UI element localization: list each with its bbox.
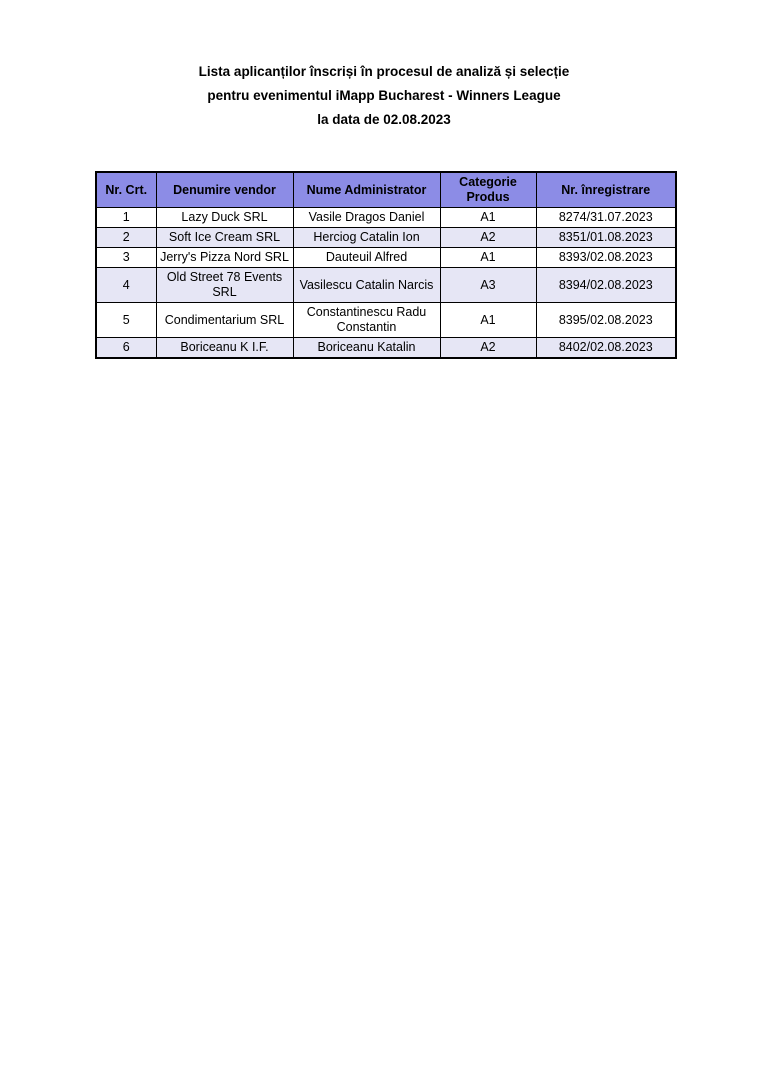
cell-administrator: Dauteuil Alfred xyxy=(293,248,440,268)
cell-inregistrare: 8402/02.08.2023 xyxy=(536,338,676,359)
cell-vendor: Soft Ice Cream SRL xyxy=(156,228,293,248)
cell-vendor: Condimentarium SRL xyxy=(156,303,293,338)
table-row xyxy=(96,248,676,268)
table-row xyxy=(96,268,676,303)
cell-vendor: Old Street 78 Events SRL xyxy=(156,268,293,303)
cell-categorie: A1 xyxy=(440,248,536,268)
cell-nr-crt: 6 xyxy=(96,338,156,359)
applicants-table xyxy=(95,171,677,359)
cell-nr-crt: 4 xyxy=(96,268,156,303)
cell-vendor: Lazy Duck SRL xyxy=(156,208,293,228)
table-row xyxy=(96,303,676,338)
cell-vendor: Jerry's Pizza Nord SRL xyxy=(156,248,293,268)
cell-categorie: A1 xyxy=(440,208,536,228)
column-header-vendor: Denumire vendor xyxy=(156,172,293,208)
column-header-nr-crt: Nr. Crt. xyxy=(96,172,156,208)
cell-inregistrare: 8395/02.08.2023 xyxy=(536,303,676,338)
table-row xyxy=(96,208,676,228)
cell-inregistrare: 8351/01.08.2023 xyxy=(536,228,676,248)
cell-inregistrare: 8393/02.08.2023 xyxy=(536,248,676,268)
title-line-3: la data de 02.08.2023 xyxy=(317,112,451,127)
table-row xyxy=(96,338,676,359)
cell-administrator: Herciog Catalin Ion xyxy=(293,228,440,248)
cell-categorie: A2 xyxy=(440,228,536,248)
cell-nr-crt: 2 xyxy=(96,228,156,248)
cell-administrator: Vasile Dragos Daniel xyxy=(293,208,440,228)
cell-administrator: Boriceanu Katalin xyxy=(293,338,440,359)
column-header-inregistrare: Nr. înregistrare xyxy=(536,172,676,208)
cell-vendor: Boriceanu K I.F. xyxy=(156,338,293,359)
cell-categorie: A1 xyxy=(440,303,536,338)
cell-inregistrare: 8394/02.08.2023 xyxy=(536,268,676,303)
cell-nr-crt: 1 xyxy=(96,208,156,228)
column-header-administrator: Nume Administrator xyxy=(293,172,440,208)
cell-administrator: Constantinescu Radu Constantin xyxy=(293,303,440,338)
cell-categorie: A2 xyxy=(440,338,536,359)
title-line-2: pentru evenimentul iMapp Bucharest - Winners League xyxy=(207,88,561,103)
cell-nr-crt: 5 xyxy=(96,303,156,338)
column-header-categorie: Categorie Produs xyxy=(440,172,536,208)
cell-administrator: Vasilescu Catalin Narcis xyxy=(293,268,440,303)
cell-inregistrare: 8274/31.07.2023 xyxy=(536,208,676,228)
cell-categorie: A3 xyxy=(440,268,536,303)
table-row xyxy=(96,228,676,248)
table-header-row xyxy=(96,172,676,208)
cell-nr-crt: 3 xyxy=(96,248,156,268)
document-title xyxy=(0,60,768,132)
title-line-1: Lista aplicanților înscriși în procesul de analiză și selecție xyxy=(198,64,570,79)
